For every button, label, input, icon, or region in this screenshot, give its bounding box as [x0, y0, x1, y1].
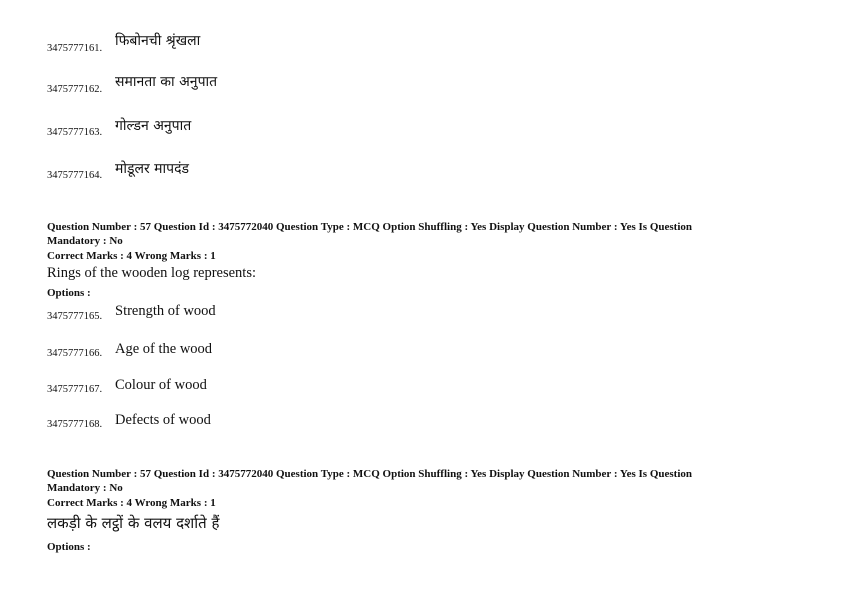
option-number: 3475777167.: [47, 384, 103, 395]
question-meta-line2: Mandatory : No: [47, 235, 123, 247]
option-text: Strength of wood: [115, 303, 216, 319]
question-text: लकड़ी के लट्ठों के वलय दर्शाते हैं: [47, 514, 220, 532]
option-number: 3475777163.: [47, 127, 103, 138]
option-text: मोडूलर मापदंड: [115, 161, 190, 177]
option-number: 3475777165.: [47, 311, 103, 322]
option-number: 3475777168.: [47, 419, 103, 430]
options-label: Options :: [47, 287, 91, 299]
question-marks: Correct Marks : 4 Wrong Marks : 1: [47, 497, 216, 509]
question-meta-line2: Mandatory : No: [47, 482, 123, 494]
options-label: Options :: [47, 541, 91, 553]
option-number: 3475777162.: [47, 84, 103, 95]
question-marks: Correct Marks : 4 Wrong Marks : 1: [47, 250, 216, 262]
question-meta-line1: Question Number : 57 Question Id : 3475772040 Question Type : MCQ Option Shuffling : Yes Display Question Number : Yes Is Question: [47, 221, 692, 233]
option-number: 3475777164.: [47, 170, 103, 181]
option-text: Defects of wood: [115, 412, 211, 428]
question-text: Rings of the wooden log represents:: [47, 265, 257, 281]
option-text: फिबोनची श्रृंखला: [115, 33, 201, 49]
question-meta-line1: Question Number : 57 Question Id : 3475772040 Question Type : MCQ Option Shuffling : Yes Display Question Number : Yes Is Question: [47, 468, 692, 480]
option-text: Colour of wood: [115, 377, 207, 393]
option-number: 3475777161.: [47, 43, 103, 54]
option-text: समानता का अनुपात: [115, 74, 218, 90]
option-text: Age of the wood: [115, 341, 213, 357]
option-number: 3475777166.: [47, 348, 103, 359]
option-text: गोल्डन अनुपात: [115, 118, 192, 134]
